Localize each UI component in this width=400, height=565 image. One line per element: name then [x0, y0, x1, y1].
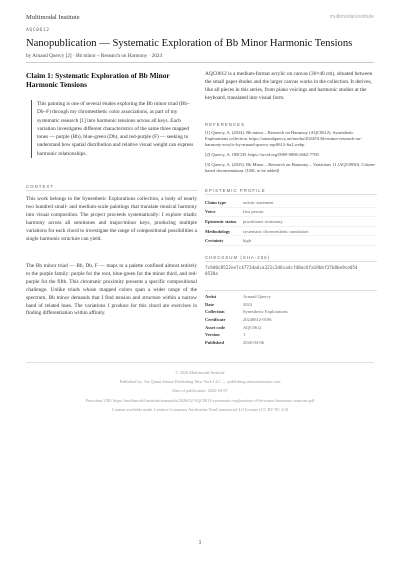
- reference-item[interactable]: [205, 162, 377, 174]
- epistemic-row: [205, 208, 377, 218]
- metadata-key: Artist: [205, 294, 217, 300]
- reference-link-2[interactable]: [2] Quercy, A. ORCID: https://orcid.org/0009-0006-2662-7700: [205, 151, 319, 157]
- footer-publisher[interactable]: Published by: Art Quant Sinuae Publishing New York LLC — publishing.artnuanasinuss.com: [119, 379, 281, 385]
- epistemic-row: [205, 236, 377, 246]
- epistemic-key: Voice: [205, 209, 216, 215]
- checksum-heading: CHECKSUM (SHA-256): [205, 255, 271, 260]
- metadata-row: [205, 293, 377, 301]
- metadata-key: Published: [205, 339, 225, 345]
- context-paragraph-2: The Bb minor triad — Bb, Db, F — maps to a palette confined almost entirely to the purple family: purple for the root, blue-green for the minor third, and red-purple for the fifth. This chromatic proximity presents a specific compositional challenge. Unlike triads whose mapped colors span a wider range of the spectrum, Bb minor demands that I find tension and structure within a narrow band of related hues. The variations I produce for this chord are exercises in finding differentiation within affinity.: [26, 263, 197, 317]
- metadata-value: Synesthetic Explorations: [243, 309, 288, 315]
- checksum-value[interactable]: 7c9d0c8522ee7c47734a6ca321c2d6ca4cfd8ac6fa19bbf37b8be9ce0540538a: [205, 266, 358, 278]
- footer-permalink[interactable]: Persistent URI: https://multimodal.institute/nanopubs/2026/02/AQC0612-systematic-exploration-of-bb-minor-harmonic-tensions.pdf: [85, 397, 315, 403]
- claim-title: Claim 1: Systematic Exploration of Bb Minor Harmonic Tensions: [26, 71, 170, 90]
- page-title: Nanopublication — Systematic Exploration of Bb Minor Harmonic Tensions: [26, 38, 353, 49]
- epistemic-divider: [205, 194, 377, 195]
- top-bar: [26, 14, 374, 24]
- footer: [26, 368, 374, 414]
- footer-divider: [26, 362, 374, 363]
- metadata-divider: [205, 290, 377, 291]
- brand-url[interactable]: multimodal.institute: [329, 14, 374, 20]
- metadata-value: 20240612-0106: [243, 317, 272, 323]
- footer-license[interactable]: Content available under Creative Commons Attribution-NonCommercial 4.0 License (CC BY-NC 4.0): [111, 406, 289, 412]
- metadata-row: [205, 331, 377, 339]
- epistemic-profile-table: [205, 198, 377, 246]
- claim-abstract: This painting is one of several études exploring the Bb minor triad (Bb–Db–F) through my chromesthetic color associations, as part of my systematic research [1] into harmonic tensions across all keys. Each variation investigates different characteristics of the same three mapped tones — purple (Bb), blue-green (Db), and red-purple (F) — seeking to understand how spatial distribution and relative visual weight can express harmonic relationships.: [31, 100, 197, 158]
- epistemic-key: Methodology: [205, 228, 231, 234]
- metadata-key: Asset code: [205, 324, 226, 330]
- metadata-row: [205, 339, 377, 347]
- metadata-key: Certificate: [205, 317, 226, 323]
- context-divider: [26, 190, 198, 191]
- asset-code: AQC0612: [26, 28, 50, 33]
- metadata-row: [205, 301, 377, 309]
- byline: by Arnaud Quercy [2] · Bb minor – Research on Harmony · 2024: [26, 53, 162, 59]
- epistemic-profile-heading: EPISTEMIC PROFILE: [205, 188, 266, 193]
- header-divider: [26, 62, 374, 63]
- metadata-table: [205, 293, 377, 346]
- references-list: [205, 130, 377, 177]
- reference-link-3[interactable]: [3] Quercy, A. (2025). Bb Minor – Research on Harmony – Variations 11 (AQC0930). Citizen-based documentation. [URL to be added]: [205, 161, 376, 173]
- metadata-key: Date: [205, 301, 214, 307]
- metadata-value: 2026-04-06: [243, 339, 264, 345]
- asset-intro: AQC0612 is a medium-format acrylic on canvas (30×40 cm), situated between the small paper études and the larger canvas works in the collection. It derives, like all pieces in this series, from piano voicings and harmonic studies at the keyboard, translated into visual form.: [205, 71, 373, 101]
- reference-link-1[interactable]: [1] Quercy, A. (2024). Bb minor – Research on Harmony (AQC0612). Synesthetic Explorations collection. https://arnaudquercy.art/media/2024/01/bb-minor-research-on-harmony-acrylic-by-arnaud-quercy-aqc0612-fta2.webp: [205, 130, 362, 148]
- reference-item[interactable]: [205, 130, 377, 148]
- epistemic-value: artistic statement: [243, 199, 274, 205]
- footer-publication-date: Date of publication: 2026-04-07: [172, 388, 228, 394]
- epistemic-row: [205, 227, 377, 237]
- metadata-value: Arnaud Quercy: [243, 294, 271, 300]
- metadata-row: [205, 308, 377, 316]
- epistemic-row: [205, 217, 377, 227]
- page-number: 1: [198, 540, 202, 546]
- metadata-key: Version: [205, 332, 220, 338]
- footer-copyright: © 2026 Multimodal Institute: [175, 370, 225, 375]
- epistemic-key: Claim type: [205, 199, 227, 205]
- epistemic-value: first person: [243, 209, 264, 215]
- context-paragraph-1: This work belongs to the Synesthetic Explorations collection, a body of nearly two hundred small- and medium-scale paintings that translate musical harmony into visual composition. The project proceeds systematically: I explore triadic harmony across all semitones and major/minor keys, producing multiple variations for each chord to investigate the range of compositional possibilities a single harmonic structure can yield.: [26, 196, 197, 242]
- epistemic-key: Epistemic status: [205, 218, 237, 224]
- epistemic-row: [205, 198, 377, 208]
- metadata-row: [205, 323, 377, 331]
- metadata-row: [205, 316, 377, 324]
- brand-name: Multimodal Institute: [26, 14, 80, 21]
- context-heading: CONTEXT: [26, 184, 54, 189]
- epistemic-value: high: [243, 238, 252, 244]
- metadata-value: 2024: [243, 301, 252, 307]
- metadata-value: AQC0612: [243, 324, 262, 330]
- metadata-key: Collection: [205, 309, 225, 315]
- epistemic-value: practitioner testimony: [243, 218, 283, 224]
- epistemic-key: Certainty: [205, 238, 224, 244]
- epistemic-value: systematic chromesthetic translation: [243, 228, 309, 234]
- checksum-divider: [205, 261, 377, 262]
- reference-item[interactable]: [205, 152, 377, 158]
- references-heading: REFERENCES: [205, 122, 246, 127]
- metadata-value: 1: [243, 332, 246, 338]
